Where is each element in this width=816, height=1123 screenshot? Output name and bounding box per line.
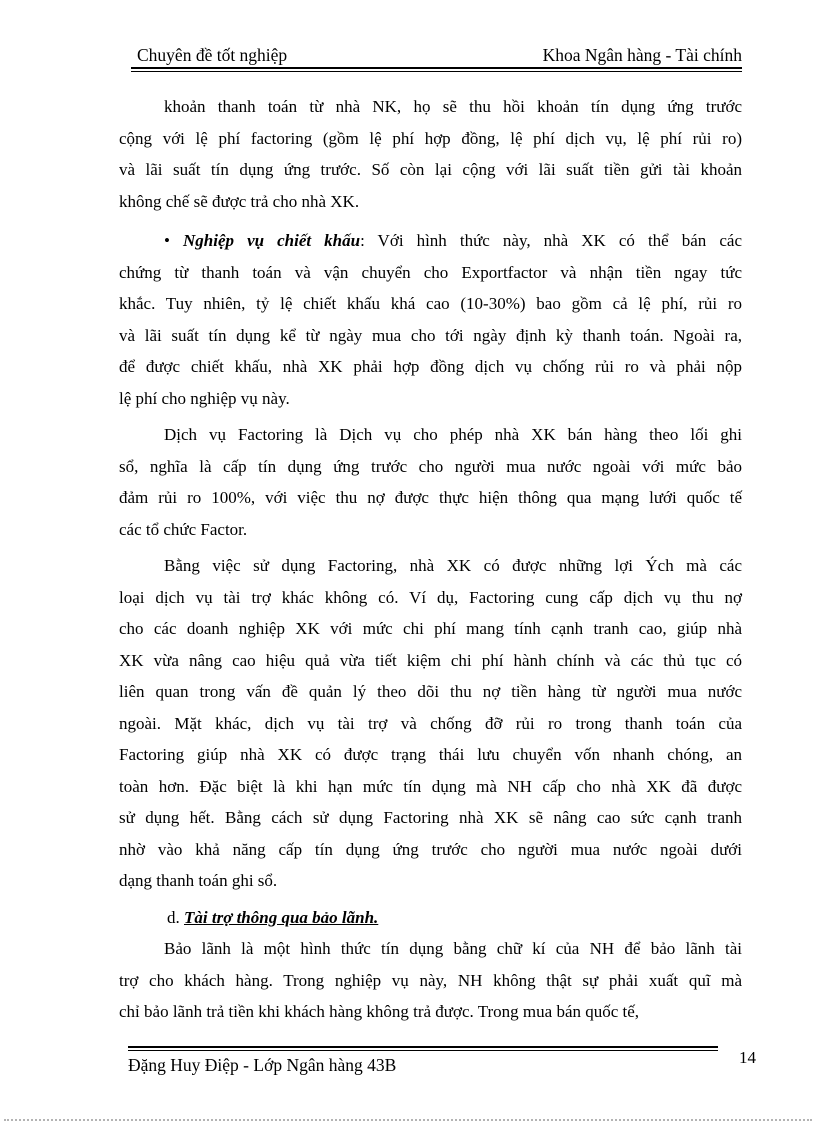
text-run: toàn hơn. Đặc biệt là khi hạn mức tín dụng mà NH cấp cho nhà XK đã được (119, 776, 742, 796)
text-run: chứng từ thanh toán và vận chuyển cho Exportfactor và nhận tiền ngay tức (119, 262, 742, 282)
text-line (119, 582, 742, 614)
document-body (119, 91, 742, 1028)
text-run: Tài trợ thông qua bảo lãnh. (184, 907, 379, 927)
text-line (119, 482, 742, 514)
text-line (119, 834, 742, 866)
text-run: Bảo lãnh là một hình thức tín dụng bằng chữ kí của NH để bảo lãnh tài (164, 939, 742, 958)
text-run: cộng với lệ phí factoring (gồm lệ phí hợp đồng, lệ phí dịch vụ, lệ phí rủi ro) (119, 128, 742, 148)
text-line (119, 708, 742, 740)
text-line (119, 771, 742, 803)
text-run: trợ cho khách hàng. Trong nghiệp vụ này, NH không thật sự phải xuất quĩ mà (119, 970, 742, 990)
text-line (119, 645, 742, 677)
text-run: và lãi suất tín dụng ứng trước. Số còn lại cộng với lãi suất tiền gửi tài khoản (119, 160, 742, 179)
text-run: Nghiệp vụ chiết khấu (183, 231, 361, 250)
text-line (119, 288, 742, 320)
text-run: dạng thanh toán ghi sổ. (119, 871, 278, 890)
text-line (119, 257, 742, 289)
text-run: và lãi suất tín dụng kể từ ngày mua cho tới ngày định kỳ thanh toán. Ngoài ra, (119, 325, 742, 345)
text-line (119, 225, 742, 257)
text-line (119, 419, 742, 451)
header-rule (131, 67, 742, 72)
text-run: loại dịch vụ tài trợ khác không có. Ví dụ, Factoring cung cấp dịch vụ thu nợ (119, 587, 742, 607)
text-line (119, 996, 742, 1028)
text-run: các tổ chức Factor. (119, 519, 248, 539)
text-run: lệ phí cho nghiệp vụ này. (119, 388, 290, 408)
section-heading-line (119, 902, 742, 934)
text-run: liên quan trong vấn đề quản lý theo dõi thu nợ tiền hàng từ người mua nước (119, 682, 742, 701)
text-run: Bằng việc sử dụng Factoring, nhà XK có được những lợi Ých mà các (164, 556, 742, 575)
text-line (119, 351, 742, 383)
text-run: sổ, nghĩa là cấp tín dụng ứng trước cho người mua nước ngoài với mức bảo (119, 456, 742, 476)
text-run: XK vừa nâng cao hiệu quả vừa tiết kiệm chi phí hành chính và các thủ tục có (119, 650, 742, 670)
text-run: d. (167, 907, 184, 927)
text-run: Factoring giúp nhà XK có được trạng thái lưu chuyển vốn nhanh chóng, an (119, 745, 742, 764)
text-line (119, 613, 742, 645)
text-line (119, 676, 742, 708)
page-edge-dots (4, 1119, 812, 1121)
text-run: nhờ vào khả năng cấp tín dụng ứng trước cho người mua nước ngoài dưới (119, 839, 742, 859)
header-left-title: Chuyên đề tốt nghiệp (137, 45, 288, 65)
text-line (119, 451, 742, 483)
text-run: cho các doanh nghiệp XK với mức chi phí mang tính cạnh tranh cao, giúp nhà (119, 619, 742, 638)
text-run: không chế sẽ được trả cho nhà XK. (119, 191, 360, 211)
header-right-title: Khoa Ngân hàng - Tài chính (542, 45, 742, 65)
text-run: Dịch vụ Factoring là Dịch vụ cho phép nhà XK bán hàng theo lối ghi (164, 425, 742, 444)
text-run: chỉ bảo lãnh trả tiền khi khách hàng không trả được. Trong mua bán quốc tế, (119, 1002, 640, 1021)
text-line (119, 154, 742, 186)
text-run: ngoài. Mặt khác, dịch vụ tài trợ và chống đỡ rủi ro trong thanh toán của (119, 713, 742, 733)
text-line (119, 514, 742, 546)
text-line (119, 965, 742, 997)
text-run: khắc. Tuy nhiên, tỷ lệ chiết khấu khá cao (10-30%) bao gồm cả lệ phí, rủi ro (119, 294, 742, 313)
footer-rule (128, 1046, 718, 1051)
text-line (119, 186, 742, 218)
text-run: khoản thanh toán từ nhà NK, họ sẽ thu hồi khoản tín dụng ứng trước (164, 97, 742, 116)
bullet-icon: • (164, 231, 184, 250)
text-line (119, 865, 742, 897)
text-line (119, 739, 742, 771)
page-header (137, 45, 742, 65)
text-run: đảm rủi ro 100%, với việc thu nợ được thực hiện thông qua mạng lưới quốc tế (119, 488, 742, 507)
text-line (119, 383, 742, 415)
text-run: sử dụng hết. Bằng cách sử dụng Factoring nhà XK sẽ nâng cao sức cạnh tranh (119, 808, 742, 827)
text-run: để được chiết khấu, nhà XK phải hợp đồng dịch vụ chống rủi ro và phải nộp (119, 357, 742, 376)
footer-author: Đặng Huy Điệp - Lớp Ngân hàng 43B (128, 1055, 397, 1075)
page-number: 14 (739, 1048, 756, 1067)
text-run: : Với hình thức này, nhà XK có thể bán các (360, 231, 743, 250)
text-line (119, 320, 742, 352)
text-line (119, 933, 742, 965)
text-line (119, 550, 742, 582)
text-line (119, 802, 742, 834)
text-line (119, 123, 742, 155)
text-line (119, 91, 742, 123)
